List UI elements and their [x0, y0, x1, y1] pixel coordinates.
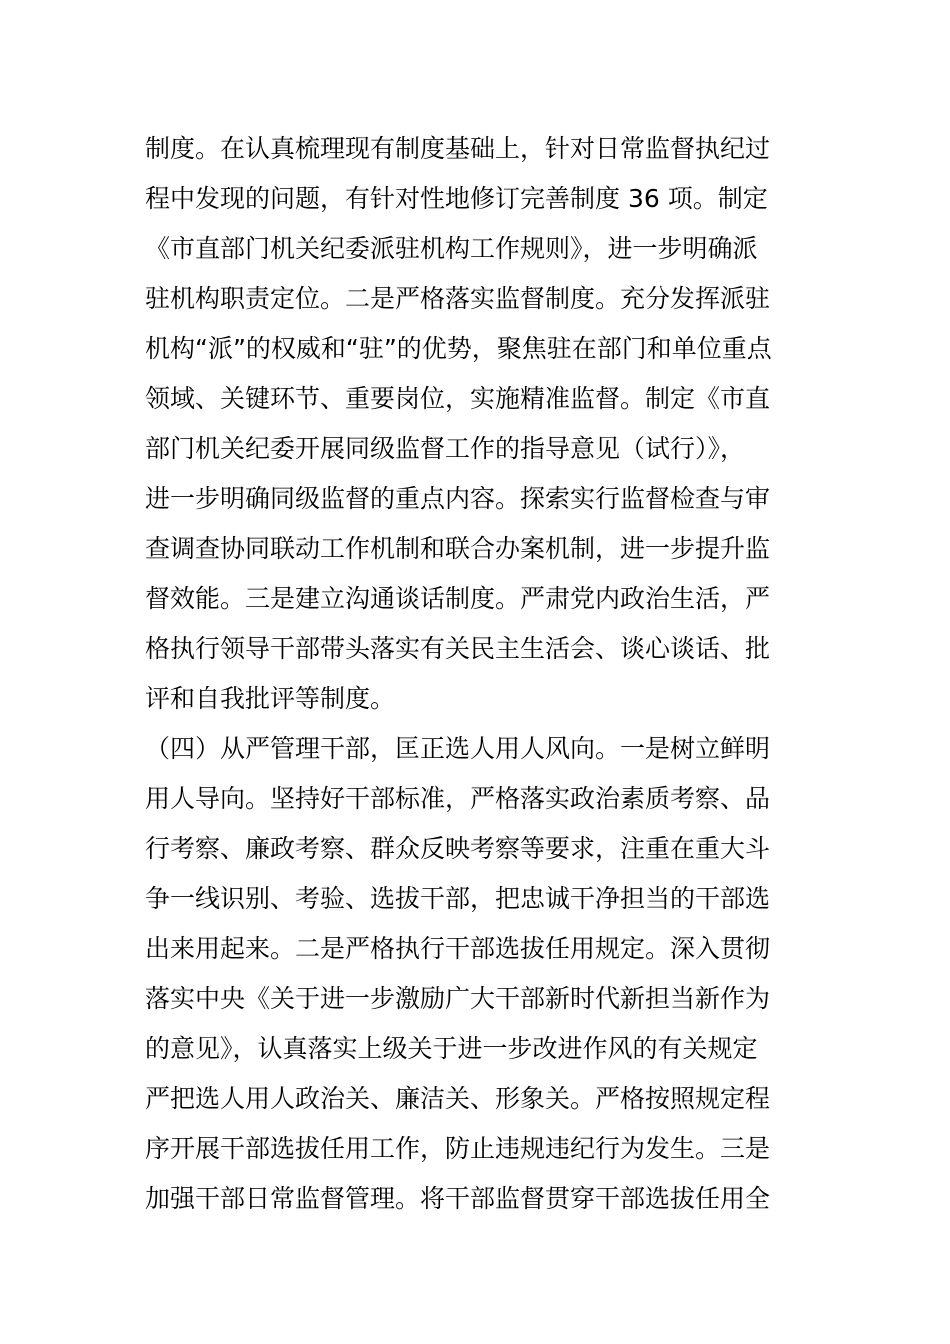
text-line: 的意见》，认真落实上级关于进一步改进作风的有关规定 — [145, 1034, 758, 1063]
text-line: 格执行领导干部带头落实有关民主生活会、谈心谈话、批 — [145, 634, 771, 663]
text-line: 评和自我批评等制度。 — [145, 684, 396, 713]
text-line: 督效能。三是建立沟通谈话制度。严肃党内政治生活，严 — [145, 584, 771, 613]
text-line: 程中发现的问题，有针对性地修订完善制度 36 项。制定 — [145, 184, 768, 213]
text-line: 用人导向。坚持好干部标准，严格落实政治素质考察、品 — [145, 784, 771, 813]
text-line: 领域、关键环节、重要岗位，实施精准监督。制定《市直 — [145, 384, 771, 413]
text-line: 出来用起来。二是严格执行干部选拔任用规定。深入贯彻 — [145, 934, 771, 963]
text-line: 机构“派”的权威和“驻”的优势，聚焦驻在部门和单位重点 — [145, 334, 772, 363]
text-line: 进一步明确同级监督的重点内容。探索实行监督检查与审 — [145, 484, 771, 513]
text-line: 驻机构职责定位。二是严格落实监督制度。充分发挥派驻 — [145, 284, 771, 313]
text-line: 落实中央《关于进一步激励广大干部新时代新担当新作为 — [145, 984, 771, 1013]
text-line: 加强干部日常监督管理。将干部监督贯穿干部选拔任用全 — [145, 1184, 771, 1213]
text-line: 部门机关纪委开展同级监督工作的指导意见（试行）》， — [145, 434, 746, 463]
text-line: 争一线识别、考验、选拔干部，把忠诚干净担当的干部选 — [145, 884, 771, 913]
text-line: 制度。在认真梳理现有制度基础上，针对日常监督执纪过 — [145, 134, 771, 163]
text-line: 《市直部门机关纪委派驻机构工作规则》，进一步明确派 — [145, 234, 758, 263]
text-line: 严把选人用人政治关、廉洁关、形象关。严格按照规定程 — [145, 1084, 771, 1113]
text-line: 行考察、廉政考察、群众反映考察等要求，注重在重大斗 — [145, 834, 771, 863]
section-heading-line: （四）从严管理干部，匡正选人用人风向。一是树立鲜明 — [145, 734, 771, 763]
text-line: 查调查协同联动工作机制和联合办案机制，进一步提升监 — [145, 534, 771, 563]
text-line: 序开展干部选拔任用工作，防止违规违纪行为发生。三是 — [145, 1134, 771, 1163]
body-text — [145, 124, 815, 1224]
